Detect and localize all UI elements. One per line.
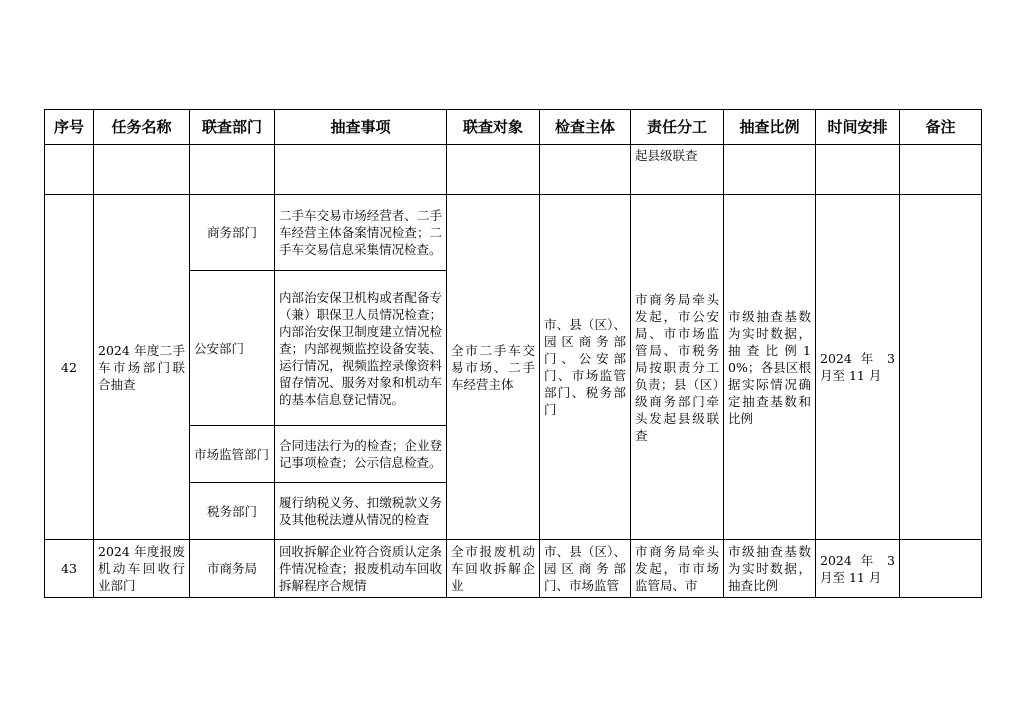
continuation-row (45, 145, 982, 195)
cell (724, 145, 816, 195)
inspection-items: 履行纳税义务、扣缴税款义务及其他税法遵从情况的检查 (275, 483, 447, 540)
note (900, 540, 982, 598)
header-cell: 抽查比例 (724, 110, 816, 145)
inspection-items: 合同违法行为的检查；企业登记事项检查；公示信息检查。 (275, 426, 447, 483)
sampling-ratio: 市级抽查基数为实时数据，抽查比例10%；各县区根据实际情况确定抽查基数和比例 (724, 195, 816, 540)
inspection-items: 内部治安保卫机构或者配备专（兼）职保卫人员情况检查；内部治安保卫制度建立情况检查；内部视频监控设备安装、运行情况，视频监控录像资料留存情况、服务对象和机动车的基本信息登记情况。 (275, 271, 447, 426)
header-cell: 责任分工 (631, 110, 724, 145)
responsibility: 市商务局牵头发起，市公安局、市市场监管局、市税务局按职责分工负责；县（区）级商务部门牵头发起县级联查 (631, 195, 724, 540)
schedule: 2024 年 3 月至 11 月 (816, 195, 900, 540)
department: 市场监管部门 (190, 426, 275, 483)
department: 公安部门 (190, 271, 275, 426)
inspection-subject: 市、县（区）、园区商务部门、市场监管 (540, 540, 631, 598)
header-cell: 任务名称 (94, 110, 190, 145)
cell (540, 145, 631, 195)
table-row (45, 540, 982, 598)
header-cell: 联查部门 (190, 110, 275, 145)
cell (816, 145, 900, 195)
header-row (45, 110, 982, 145)
row-number: 43 (45, 540, 94, 598)
cell (190, 145, 275, 195)
schedule: 2024 年 3 月至 11 月 (816, 540, 900, 598)
note (900, 195, 982, 540)
sampling-ratio: 市级抽查基数为实时数据，抽查比例 (724, 540, 816, 598)
row-number: 42 (45, 195, 94, 540)
inspection-subject: 市、县（区）、园区商务部门、公安部门、市场监管部门、税务部门 (540, 195, 631, 540)
header-cell: 时间安排 (816, 110, 900, 145)
inspection-items: 回收拆解企业符合资质认定条件情况检查；报废机动车回收拆解程序合规情 (275, 540, 447, 598)
header-cell: 联查对象 (447, 110, 540, 145)
table-row (45, 195, 982, 271)
responsibility: 市商务局牵头发起，市市场监管局、市 (631, 540, 724, 598)
inspection-table (44, 109, 982, 598)
department: 税务部门 (190, 483, 275, 540)
responsibility-cell: 起县级联查 (631, 145, 724, 195)
department: 商务部门 (190, 195, 275, 271)
cell (275, 145, 447, 195)
task-name: 2024 年度报废机动车回收行业部门 (94, 540, 190, 598)
department: 市商务局 (190, 540, 275, 598)
inspection-target: 全市报废机动车回收拆解企业 (447, 540, 540, 598)
header-cell: 备注 (900, 110, 982, 145)
inspection-target: 全市二手车交易市场、二手车经营主体 (447, 195, 540, 540)
inspection-items: 二手车交易市场经营者、二手车经营主体备案情况检查；二手车交易信息采集情况检查。 (275, 195, 447, 271)
header-cell: 序号 (45, 110, 94, 145)
cell (900, 145, 982, 195)
header-cell: 检查主体 (540, 110, 631, 145)
header-cell: 抽查事项 (275, 110, 447, 145)
cell (45, 145, 94, 195)
cell (94, 145, 190, 195)
cell (447, 145, 540, 195)
task-name: 2024 年度二手车市场部门联合抽查 (94, 195, 190, 540)
